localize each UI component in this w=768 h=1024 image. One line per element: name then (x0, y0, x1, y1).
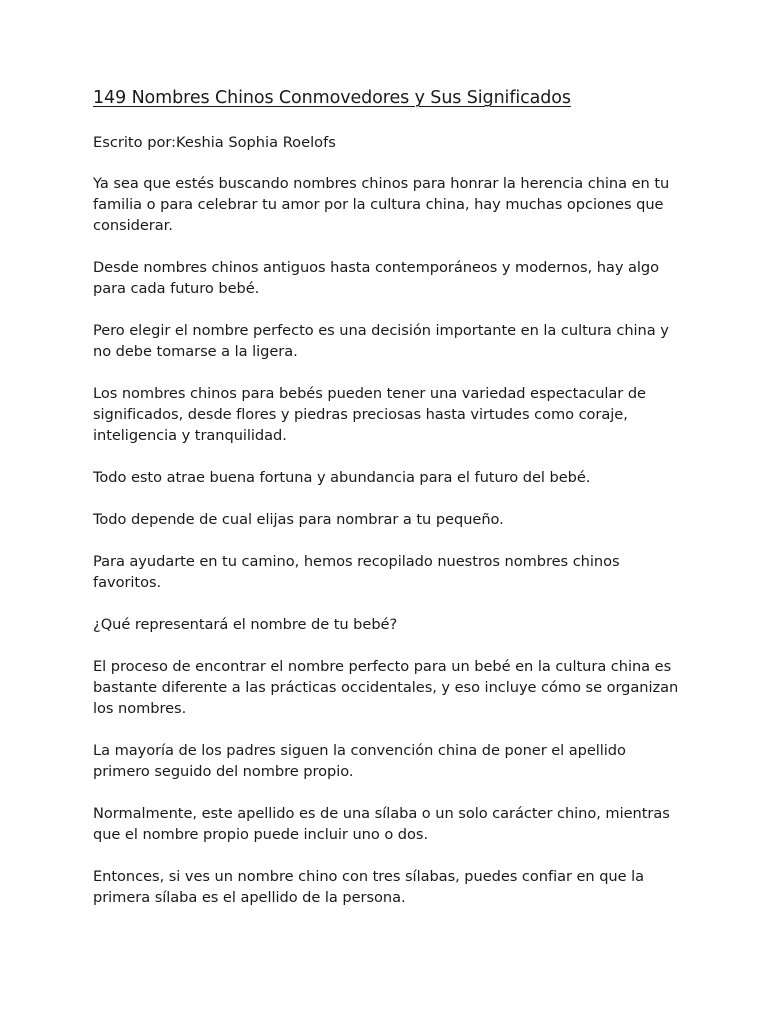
document-page (93, 86, 683, 929)
paragraph-9: El proceso de encontrar el nombre perfecto para un bebé en la cultura china es bastante diferente a las prácticas occidentales, y eso incluye cómo se organizan los nombres. (93, 658, 679, 717)
paragraph-1: Ya sea que estés buscando nombres chinos para honrar la herencia china en tu familia o para celebrar tu amor por la cultura china, hay muchas opciones que considerar. (93, 175, 670, 234)
paragraph-11: Normalmente, este apellido es de una sílaba o un solo carácter chino, mientras que el nombre propio puede incluir uno o dos. (93, 805, 670, 843)
paragraph-2: Desde nombres chinos antiguos hasta contemporáneos y modernos, hay algo para cada futuro bebé. (93, 259, 659, 297)
author-byline: Escrito por:Keshia Sophia Roelofs (93, 134, 336, 151)
paragraph-5: Todo esto atrae buena fortuna y abundancia para el futuro del bebé. (93, 469, 591, 486)
section-question: ¿Qué representará el nombre de tu bebé? (93, 616, 398, 633)
paragraph-10: La mayoría de los padres siguen la convención china de poner el apellido primero seguido del nombre propio. (93, 742, 626, 780)
document-title: 149 Nombres Chinos Conmovedores y Sus Significados (93, 88, 571, 108)
paragraph-7: Para ayudarte en tu camino, hemos recopilado nuestros nombres chinos favoritos. (93, 553, 620, 591)
paragraph-6: Todo depende de cual elijas para nombrar a tu pequeño. (93, 511, 504, 528)
paragraph-12: Entonces, si ves un nombre chino con tres sílabas, puedes confiar en que la primera sílaba es el apellido de la persona. (93, 868, 645, 906)
paragraph-4: Los nombres chinos para bebés pueden tener una variedad espectacular de significados, desde flores y piedras preciosas hasta virtudes como coraje, inteligencia y tranquilidad. (93, 385, 646, 444)
paragraph-3: Pero elegir el nombre perfecto es una decisión importante en la cultura china y no debe tomarse a la ligera. (93, 322, 669, 360)
